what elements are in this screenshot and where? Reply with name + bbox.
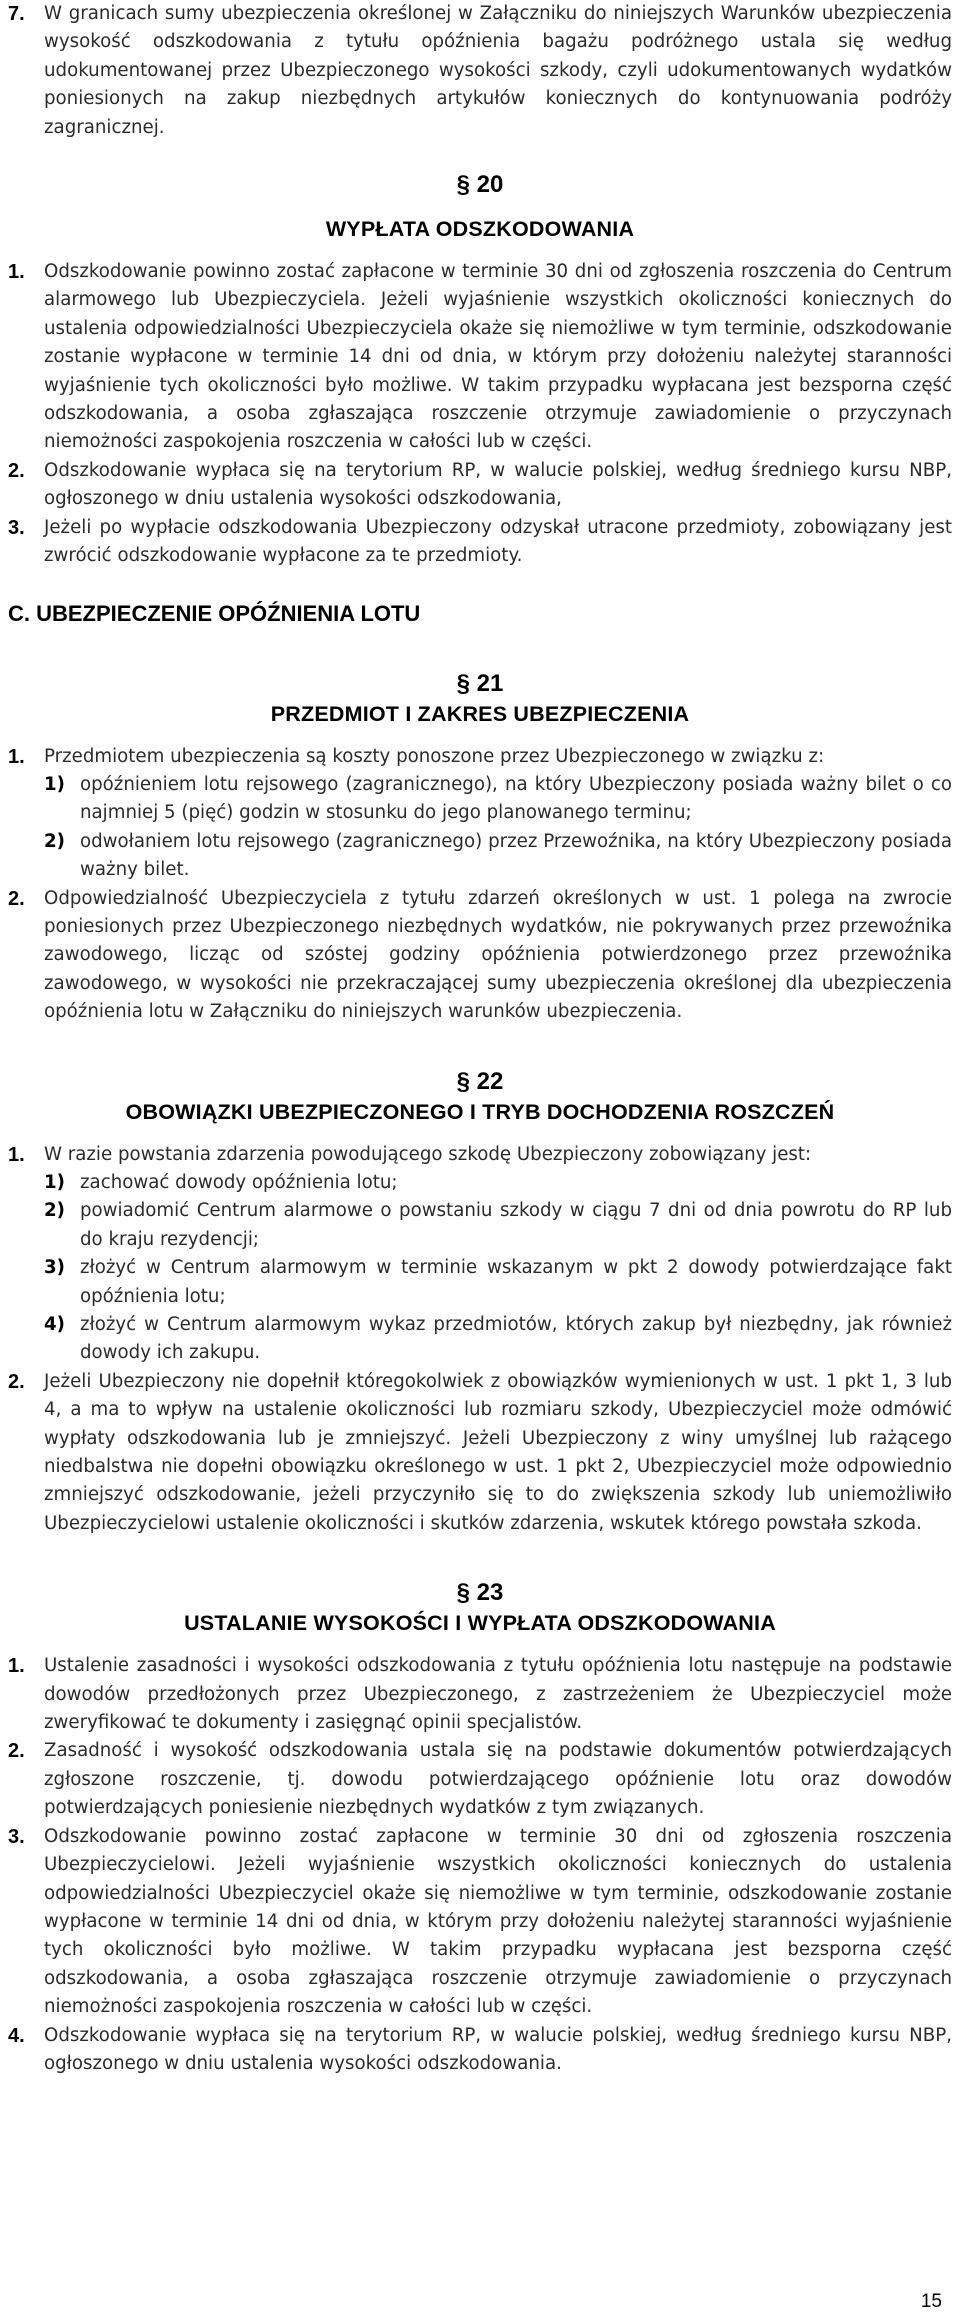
clause-number: 3. bbox=[8, 516, 25, 539]
sub-item-number: 2) bbox=[44, 1200, 65, 1222]
paragraph-number: § 22 bbox=[456, 1067, 504, 1095]
sub-item-text: opóźnieniem lotu rejsowego (zagranicznego), na który Ubezpieczony posiada ważny bilet o co najmniej 5 (pięć) godzin w stosunku do jego planowanego terminu; bbox=[80, 773, 952, 824]
clause-item bbox=[8, 2022, 952, 2079]
clause-item bbox=[8, 0, 952, 142]
clause-item bbox=[8, 743, 952, 771]
clause-number: 2. bbox=[8, 459, 25, 482]
clause-text: Przedmiotem ubezpieczenia są koszty ponoszone przez Ubezpieczonego w związku z: bbox=[44, 745, 825, 767]
clause-text: Ustalenie zasadności i wysokości odszkodowania z tytułu opóźnienia lotu następuje na podstawie dowodów przedłożonych przez Ubezpieczonego, z zastrzeżeniem że Ubezpieczyciel może zweryfikować te dokumenty i zasięgnąć opinii specjalistów. bbox=[44, 1655, 952, 1734]
clause-text: Jeżeli Ubezpieczony nie dopełnił któregokolwiek z obowiązków wymienionych w ust. 1 pkt 1, 3 lub 4, a ma to wpływ na ustalenie okoliczności lub rozmiaru szkody, Ubezpieczyciel może odmówić wypłaty odszkodowania lub je zmniejszyć. Jeżeli Ubezpieczony z winy umyślnej lub rażącego niedbalstwa nie dopełni obowiązku określonego w ust. 1 pkt 2, Ubezpieczyciel może odpowiednio zmniejszyć odszkodowanie, jeżeli przyczyniło się to do zwiększenia szkody lub uniemożliwiło Ubezpieczycielowi ustalenie okoliczności i skutków zdarzenia, wskutek którego powstała szkoda. bbox=[44, 1370, 952, 1534]
sub-item-number: 4) bbox=[44, 1314, 65, 1335]
paragraph-number: § 23 bbox=[456, 1579, 504, 1607]
clause-number: 1. bbox=[8, 745, 25, 768]
clause-number: 4. bbox=[8, 2024, 25, 2047]
chapter-heading: C. UBEZPIECZENIE OPÓŹNIENIA LOTU bbox=[8, 600, 421, 626]
sub-item-number: 3) bbox=[44, 1257, 65, 1279]
clause-number: 1. bbox=[8, 261, 25, 284]
clause-item bbox=[8, 1737, 952, 1822]
paragraph-number: § 20 bbox=[456, 171, 504, 199]
clause-number: 2. bbox=[8, 1740, 25, 1763]
clause-number: 1. bbox=[8, 1143, 25, 1166]
clause-item bbox=[8, 1368, 952, 1538]
clause-text: Jeżeli po wypłacie odszkodowania Ubezpieczony odzyskał utracone przedmioty, zobowiązany jest zwrócić odszkodowanie wypłacone za te przedmioty. bbox=[44, 516, 952, 567]
clause-text: Odpowiedzialność Ubezpieczyciela z tytułu zdarzeń określonych w ust. 1 polega na zwrocie poniesionych przez Ubezpieczonego niezbędnych wydatków, nie pokrywanych przez przewoźnika zawodowego, licząc od szóstej godziny opóźnienia potwierdzonego przez przewoźnika zawodowego, w wysokości nie przekraczającej sumy ubezpieczenia określonej dla ubezpieczenia opóźnienia lotu w Załączniku do niniejszych warunków ubezpieczenia. bbox=[44, 887, 952, 1023]
sub-item bbox=[44, 1254, 952, 1311]
sub-item bbox=[44, 771, 952, 828]
clause-text: Odszkodowanie powinno zostać zapłacone w terminie 30 dni od zgłoszenia roszczenia do Centrum alarmowego lub Ubezpieczyciela. Jeżeli wyjaśnienie wszystkich okoliczności koniecznych do ustalenia odpowiedzialności Ubezpieczyciela okaże się niemożliwe w tym terminie, odszkodowanie zostanie wypłacone w terminie 14 dni od dnia, w którym przy dołożeniu należytej staranności wyjaśnienie tych okoliczności było możliwe. W takim przypadku wypłacana jest bezsporna część odszkodowania, a osoba zgłaszająca roszczenie otrzymuje zawiadomienie o przyczynach niemożności zaspokojenia roszczenia w całości lub w części. bbox=[44, 261, 952, 453]
clause-number: 1. bbox=[8, 1655, 25, 1678]
section-heading: USTALANIE WYSOKOŚCI I WYPŁATA ODSZKODOWANIA bbox=[184, 1611, 776, 1636]
clause-item bbox=[8, 1823, 952, 2022]
sub-item-number: 1) bbox=[44, 1171, 65, 1193]
clause-text: Odszkodowanie wypłaca się na terytorium RP, w walucie polskiej, według średniego kursu NBP, ogłoszonego w dniu ustalenia wysokości odszkodowania. bbox=[44, 2024, 952, 2074]
clause-number: 2. bbox=[8, 887, 25, 910]
sub-item-text: powiadomić Centrum alarmowe o powstaniu szkody w ciągu 7 dni od dnia powrotu do RP lub do kraju rezydencji; bbox=[80, 1200, 952, 1250]
clause-item bbox=[8, 258, 952, 457]
clause-number: 7. bbox=[8, 3, 25, 25]
sub-item-text: odwołaniem lotu rejsowego (zagranicznego) przez Przewoźnika, na który Ubezpieczony posiada ważny bilet. bbox=[80, 830, 952, 881]
paragraph-number: § 21 bbox=[456, 669, 504, 697]
clause-text: Zasadność i wysokość odszkodowania ustala się na podstawie dokumentów potwierdzających zgłoszone roszczenie, tj. dowodu potwierdzającego opóźnienie lotu oraz dowodów potwierdzających poniesienie niezbędnych wydatków z tym związanych. bbox=[44, 1740, 952, 1819]
sub-item bbox=[44, 828, 952, 885]
sub-item bbox=[44, 1311, 952, 1368]
clause-text: W razie powstania zdarzenia powodującego szkodę Ubezpieczony zobowiązany jest: bbox=[44, 1143, 812, 1165]
clause-text: Odszkodowanie wypłaca się na terytorium RP, w walucie polskiej, według średniego kursu NBP, ogłoszonego w dniu ustalenia wysokości odszkodowania, bbox=[44, 459, 952, 510]
section-heading: PRZEDMIOT I ZAKRES UBEZPIECZENIA bbox=[270, 701, 690, 726]
clause-number: 2. bbox=[8, 1370, 25, 1393]
clause-item bbox=[8, 457, 952, 514]
sub-item-number: 1) bbox=[44, 773, 65, 795]
clause-text: W granicach sumy ubezpieczenia określonej w Załączniku do niniejszych Warunków ubezpieczenia wysokość odszkodowania z tytułu opóźnienia bagażu podróżnego ustala się według udokumentowanej przez Ubezpieczonego wysokości szkody, czyli udokumentowanych wydatków poniesionych na zakup niezbędnych artykułów koniecznych do kontynuowania podróży zagranicznej. bbox=[44, 3, 952, 138]
clause-item bbox=[8, 1141, 952, 1169]
clause-number: 3. bbox=[8, 1825, 25, 1848]
clause-item bbox=[8, 514, 952, 571]
sub-item-text: zachować dowody opóźnienia lotu; bbox=[80, 1171, 398, 1193]
clause-item bbox=[8, 1652, 952, 1737]
section-heading: OBOWIĄZKI UBEZPIECZONEGO I TRYB DOCHODZENIA ROSZCZEŃ bbox=[125, 1099, 835, 1124]
sub-item bbox=[44, 1169, 952, 1197]
clause-item bbox=[8, 885, 952, 1027]
sub-item-number: 2) bbox=[44, 830, 65, 852]
document-page bbox=[8, 0, 952, 2078]
sub-item-text: złożyć w Centrum alarmowym wykaz przedmiotów, których zakup był niezbędny, jak również dowody ich zakupu. bbox=[80, 1314, 952, 1364]
sub-item bbox=[44, 1197, 952, 1254]
section-heading: WYPŁATA ODSZKODOWANIA bbox=[325, 217, 635, 242]
sub-item-text: złożyć w Centrum alarmowym w terminie wskazanym w pkt 2 dowody potwierdzające fakt opóźnienia lotu; bbox=[80, 1257, 952, 1307]
page-number: 15 bbox=[920, 2291, 942, 2312]
clause-text: Odszkodowanie powinno zostać zapłacone w terminie 30 dni od zgłoszenia roszczenia Ubezpieczycielowi. Jeżeli wyjaśnienie wszystkich okoliczności koniecznych do ustalenia odpowiedzialności Ubezpieczyciel okaże się niemożliwe w tym terminie, odszkodowanie zostanie wypłacone w terminie 14 dni od dnia, w którym przy dołożeniu należytej staranności wyjaśnienie tych okoliczności było możliwe. W takim przypadku wypłacana jest bezsporna część odszkodowania, a osoba zgłaszająca roszczenie otrzymuje zawiadomienie o przyczynach niemożności zaspokojenia roszczenia w całości lub w części. bbox=[44, 1825, 952, 2018]
